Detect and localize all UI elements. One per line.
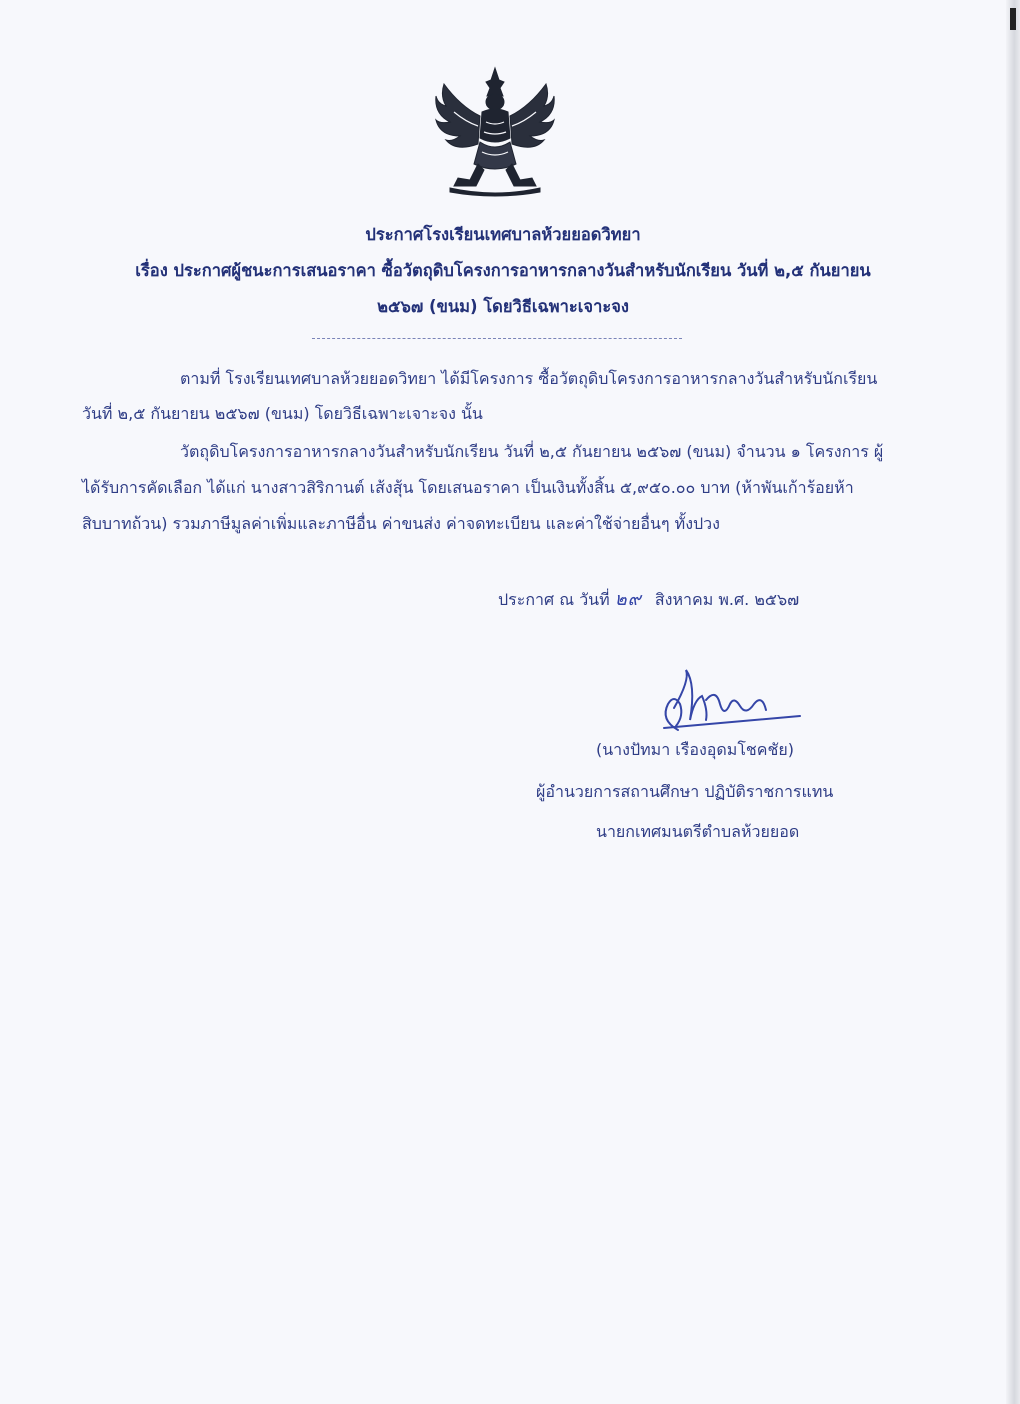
paragraph-2-line-2: ได้รับการคัดเลือก ได้แก่ นางสาวสิริกานต์ เส้งสุ้น โดยเสนอราคา เป็นเงินทั้งสิ้น ๕,๙๕๐.๐๐ บาท (ห้าพันเก้าร้อยห้า bbox=[82, 478, 854, 497]
signer-position-1: ผู้อำนวยการสถานศึกษา ปฏิบัติราชการแทน bbox=[536, 782, 834, 801]
document-title: ประกาศโรงเรียนเทศบาลห้วยยอดวิทยา bbox=[365, 225, 641, 244]
subject-line-1: เรื่อง ประกาศผู้ชนะการเสนอราคา ซื้อวัตถุดิบโครงการอาหารกลางวันสำหรับนักเรียน วันที่ ๒,๕ กันยายน bbox=[135, 261, 871, 280]
handwritten-signature-icon bbox=[650, 660, 810, 738]
paragraph-1-line-2: วันที่ ๒,๕ กันยายน ๒๕๖๗ (ขนม) โดยวิธีเฉพาะเจาะจง นั้น bbox=[82, 404, 483, 423]
scan-edge bbox=[1006, 0, 1020, 1404]
date-day: ๒๙ bbox=[614, 589, 642, 610]
paragraph-2-line-1: วัตถุดิบโครงการอาหารกลางวันสำหรับนักเรียน วันที่ ๒,๕ กันยายน ๒๕๖๗ (ขนม) จำนวน ๑ โครงการ ผู้ bbox=[180, 442, 884, 461]
announcement-date bbox=[498, 584, 799, 613]
paragraph-1-line-1: ตามที่ โรงเรียนเทศบาลห้วยยอดวิทยา ได้มีโครงการ ซื้อวัตถุดิบโครงการอาหารกลางวันสำหรับนักเรียน bbox=[180, 369, 878, 388]
date-month-year: สิงหาคม พ.ศ. ๒๕๖๗ bbox=[654, 590, 800, 609]
signer-name: (นางปัทมา เรืองอุดมโชคชัย) bbox=[596, 740, 794, 759]
paragraph-2-line-3: สิบบาทถ้วน) รวมภาษีมูลค่าเพิ่มและภาษีอื่น ค่าขนส่ง ค่าจดทะเบียน และค่าใช้จ่ายอื่นๆ ทั้งปวง bbox=[82, 514, 720, 533]
date-prefix: ประกาศ ณ วันที่ bbox=[498, 590, 610, 609]
signer-position-2: นายกเทศมนตรีตำบลห้วยยอด bbox=[596, 822, 800, 841]
subject-line-2: ๒๕๖๗ (ขนม) โดยวิธีเฉพาะเจาะจง bbox=[377, 297, 629, 316]
scan-mark bbox=[1010, 8, 1016, 30]
garuda-emblem-icon bbox=[430, 66, 560, 198]
divider bbox=[312, 338, 682, 339]
